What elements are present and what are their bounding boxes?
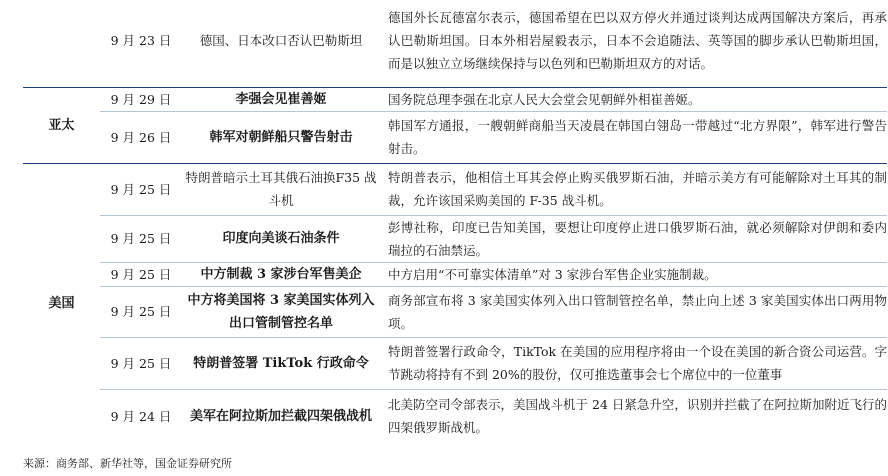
date-cell: 9 月 25 日 — [100, 262, 182, 286]
event-cell: 美军在阿拉斯加拦截四架俄战机 — [182, 389, 380, 443]
description-cell: 中方启用“不可靠实体清单”对 3 家涉台军售企业实施制裁。 — [380, 262, 887, 286]
date-cell: 9 月 25 日 — [100, 337, 182, 389]
region-cell — [23, 0, 100, 87]
description-cell: 特朗普表示，他相信土耳其会停止购买俄罗斯石油，并暗示美方有可能解除对土耳其的制裁，允许该国采购美国的 F-35 战斗机。 — [380, 163, 887, 215]
date-cell: 9 月 25 日 — [100, 215, 182, 262]
date-cell: 9 月 23 日 — [110, 32, 172, 48]
description-cell: 韩国军方通报，一艘朝鲜商船当天凌晨在韩国白翎岛一带越过“北方界限”，韩军进行警告射击。 — [380, 111, 887, 163]
table-row — [23, 286, 887, 337]
region-cell: 美国 — [23, 163, 100, 443]
table-row — [23, 87, 887, 111]
date-cell: 9 月 25 日 — [100, 286, 182, 337]
event-cell: 德国、日本改口否认巴勒斯坦 — [199, 32, 363, 48]
source-note: 来源：商务部、新华社等，国金证券研究所 — [23, 457, 232, 470]
description-cell: 特朗普签署行政命令，TikTok 在美国的应用程序将由一个设在美国的新合资公司运营。字节跳动将持有不到 20%的股份，仅可推选董事会七个席位中的一位董事 — [380, 337, 887, 389]
date-cell: 9 月 29 日 — [100, 87, 182, 111]
description-cell: 德国外长瓦德富尔表示，德国希望在巴以双方停火并通过谈判达成两国解决方案后，再承认巴勒斯坦国。日本外相岩屋毅表示，日本不会追随法、英等国的脚步承认巴勒斯坦国，而是以独立立场继续保持与以色列和巴勒斯坦双方的对话。 — [388, 9, 887, 71]
event-cell: 特朗普签署 TikTok 行政命令 — [182, 337, 380, 389]
description-cell: 北美防空司令部表示，美国战斗机于 24 日紧急升空，识别并拦截了在阿拉斯加附近飞行的四架俄罗斯战机。 — [380, 389, 887, 443]
event-cell: 特朗普暗示土耳其俄石油换F35 战斗机 — [182, 163, 380, 215]
event-cell: 韩军对朝鲜船只警告射击 — [182, 111, 380, 163]
date-cell: 9 月 24 日 — [100, 389, 182, 443]
table-row — [23, 163, 887, 215]
table-row — [23, 0, 887, 87]
event-cell: 中方将美国将 3 家美国实体列入出口管制管控名单 — [182, 286, 380, 337]
table-row — [23, 337, 887, 389]
table-row — [23, 111, 887, 163]
description-cell: 彭博社称，印度已告知美国，要想让印度停止进口俄罗斯石油，就必须解除对伊朗和委内瑞拉的石油禁运。 — [380, 215, 887, 262]
date-cell: 9 月 25 日 — [100, 163, 182, 215]
event-cell: 李强会见崔善姬 — [182, 87, 380, 111]
description-cell: 商务部宣布将 3 家美国实体列入出口管制管控名单，禁止向上述 3 家美国实体出口两用物项。 — [380, 286, 887, 337]
event-cell: 印度向美谈石油条件 — [182, 215, 380, 262]
date-cell: 9 月 26 日 — [100, 111, 182, 163]
description-cell: 国务院总理李强在北京人民大会堂会见朝鲜外相崔善姬。 — [380, 87, 887, 111]
news-table — [23, 0, 887, 443]
region-cell: 亚太 — [23, 87, 100, 163]
event-cell: 中方制裁 3 家涉台军售美企 — [182, 262, 380, 286]
table-row — [23, 262, 887, 286]
table-row — [23, 389, 887, 443]
table-row — [23, 215, 887, 262]
